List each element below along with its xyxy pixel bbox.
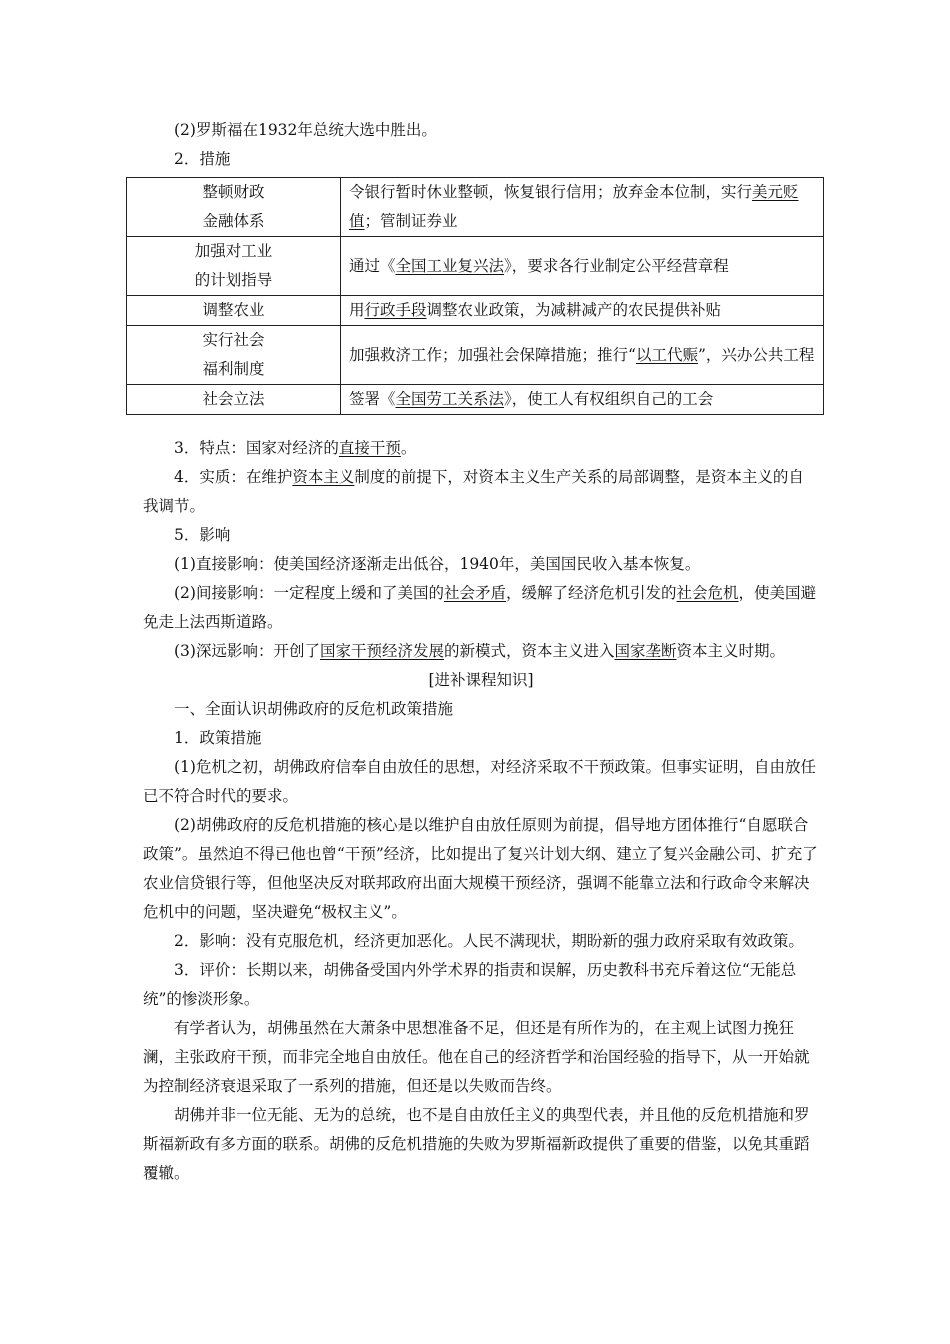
segment-underlined: 社会危机: [676, 584, 739, 602]
intro-line-1: (2)罗斯福在1932年总统大选中胜出。: [174, 121, 437, 139]
measure-desc-underlined: 美元贬值: [349, 183, 799, 230]
measure-name-line: 福利制度: [202, 360, 265, 378]
measure-desc-underlined: 全国劳工关系法: [395, 390, 505, 408]
measure-desc-text: 》，要求各行业制定公平经营章程: [504, 256, 729, 275]
measure-desc-text: 》，使工人有权组织自己的工会: [504, 390, 714, 408]
measure-desc-underlined: 行政手段: [364, 301, 427, 319]
measure-name-line: 调整农业: [202, 301, 265, 319]
segment-text: (2)间接影响：一定程度上缓和了美国的: [174, 584, 444, 602]
measure-name-cell: [127, 326, 341, 385]
point-5-1: (1)直接影响：使美国经济逐渐走出低谷，1940年，美国国民收入基本恢复。: [174, 555, 701, 573]
measure-desc-text: 调整农业政策，为减耕减产的农民提供补贴: [426, 301, 722, 319]
supplement-1-5: 胡佛并非一位无能、无为的总统，也不是自由放任主义的典型代表，并且他的反危机措施和罗斯福新政有多方面的联系。胡佛的反危机措施的失败为罗斯福新政提供了重要的借鉴，以免其重蹈覆辙。: [143, 1106, 810, 1182]
measure-desc-cell: [341, 237, 824, 296]
measure-desc-cell: [341, 385, 824, 415]
measure-desc-text: 令银行暂时休业整顿，恢复银行信用；放弃金本位制，实行: [349, 183, 753, 201]
segment-text: 资本主义时期。: [676, 642, 786, 660]
segment-underlined: 资本主义: [292, 468, 355, 486]
point-5-2: [143, 579, 819, 637]
measure-desc-text: 签署《: [349, 390, 396, 408]
measure-name-line: 加强对工业: [194, 242, 273, 260]
intro-section: [143, 116, 819, 174]
measure-name-cell: [127, 385, 341, 415]
supplement-1-1: 1．政策措施: [174, 729, 262, 747]
point-5-heading: 5．影响: [174, 526, 231, 544]
measure-desc-text: ；管制证券业: [364, 212, 458, 230]
point-5-3: [143, 637, 819, 666]
segment-underlined: 国家干预经济发展: [319, 642, 444, 660]
point-4: [143, 463, 819, 521]
measure-name-cell: [127, 237, 341, 296]
measure-desc-text: 加强救济工作；加强社会保障措施；推行“: [349, 345, 636, 364]
measure-desc-cell: [341, 326, 824, 385]
segment-text: 制度的前提下，对资本主义生产关系的局部调整，是资本主义的自我调节。: [143, 468, 804, 515]
measure-desc-text: 通过《: [349, 256, 396, 275]
segment-underlined: 社会矛盾: [443, 584, 506, 602]
supplement-1-1b: (2)胡佛政府的反危机措施的核心是以维护自由放任原则为前提，倡导地方团体推行“自愿联合政策”。虽然迫不得已他也曾“干预”经济，比如提出了复兴计划大纲、建立了复兴金融公司、扩充了农业信贷银行等，但他坚决反对联邦政府出面大规模干预经济，强调不能靠立法和行政命令来解决危机中的问题，坚决避免“极权主义”。: [143, 816, 818, 921]
segment-text: 3．特点：国家对经济的: [174, 439, 339, 457]
segment-text: (3)深远影响：开创了: [174, 642, 320, 660]
measure-name-line: 社会立法: [202, 390, 265, 408]
measure-desc-text: 用: [349, 301, 365, 319]
measures-row: [127, 178, 824, 237]
measure-desc-underlined: 全国工业复兴法: [395, 256, 505, 275]
measures-row: [127, 237, 824, 296]
point-3: [143, 434, 819, 463]
segment-text: 4．实质：在维护: [174, 468, 293, 486]
measure-name-cell: [127, 296, 341, 326]
measures-row: [127, 296, 824, 326]
supplement-1-1a: (1)危机之初，胡佛政府信奉自由放任的思想，对经济采取不干预政策。但事实证明，自由放任已不符合时代的要求。: [143, 758, 816, 805]
segment-text: ，使美国避免走上法西斯道路。: [143, 584, 817, 631]
segment-underlined: 直接干预: [338, 439, 401, 457]
measure-name-line: 实行社会: [202, 331, 265, 349]
segment-text: 的新模式，资本主义进入: [443, 642, 615, 660]
supplement-1-3: 3．评价：长期以来，胡佛备受国内外学术界的指责和误解，历史教科书充斥着这位“无能总统”的惨淡形象。: [143, 961, 797, 1008]
supplement-1-4: 有学者认为，胡佛虽然在大萧条中思想准备不足，但还是有所作为的，在主观上试图力挽狂澜，主张政府干预，而非完全地自由放任。他在自己的经济哲学和治国经验的指导下，从一开始就为控制经济衰退采取了一系列的措施，但还是以失败而告终。: [143, 1019, 810, 1095]
measure-desc-cell: [341, 178, 824, 237]
measures-row: [127, 326, 824, 385]
segment-text: 。: [400, 439, 417, 457]
supplement-title: [进补课程知识]: [428, 671, 534, 689]
measure-desc-underlined: 以工代赈: [635, 345, 698, 364]
segment-text: ，缓解了经济危机引发的: [505, 584, 677, 602]
measure-desc-text: ”，兴办公共工程: [697, 345, 815, 364]
supplement-heading-1: 一、全面认识胡佛政府的反危机政策措施: [174, 700, 454, 718]
measures-row: [127, 385, 824, 415]
measures-heading: 2．措施: [174, 150, 231, 168]
measure-name-line: 整顿财政: [202, 183, 265, 201]
measure-name-line: 金融体系: [202, 212, 265, 230]
segment-underlined: 国家垄断: [614, 642, 677, 660]
measure-name-cell: [127, 178, 341, 237]
main-points: [143, 434, 819, 1188]
measures-table: [126, 177, 824, 415]
measure-desc-cell: [341, 296, 824, 326]
measure-name-line: 的计划指导: [194, 271, 273, 289]
supplement-1-2: 2．影响：没有克服危机，经济更加恶化。人民不满现状，期盼新的强力政府采取有效政策。: [174, 932, 804, 950]
